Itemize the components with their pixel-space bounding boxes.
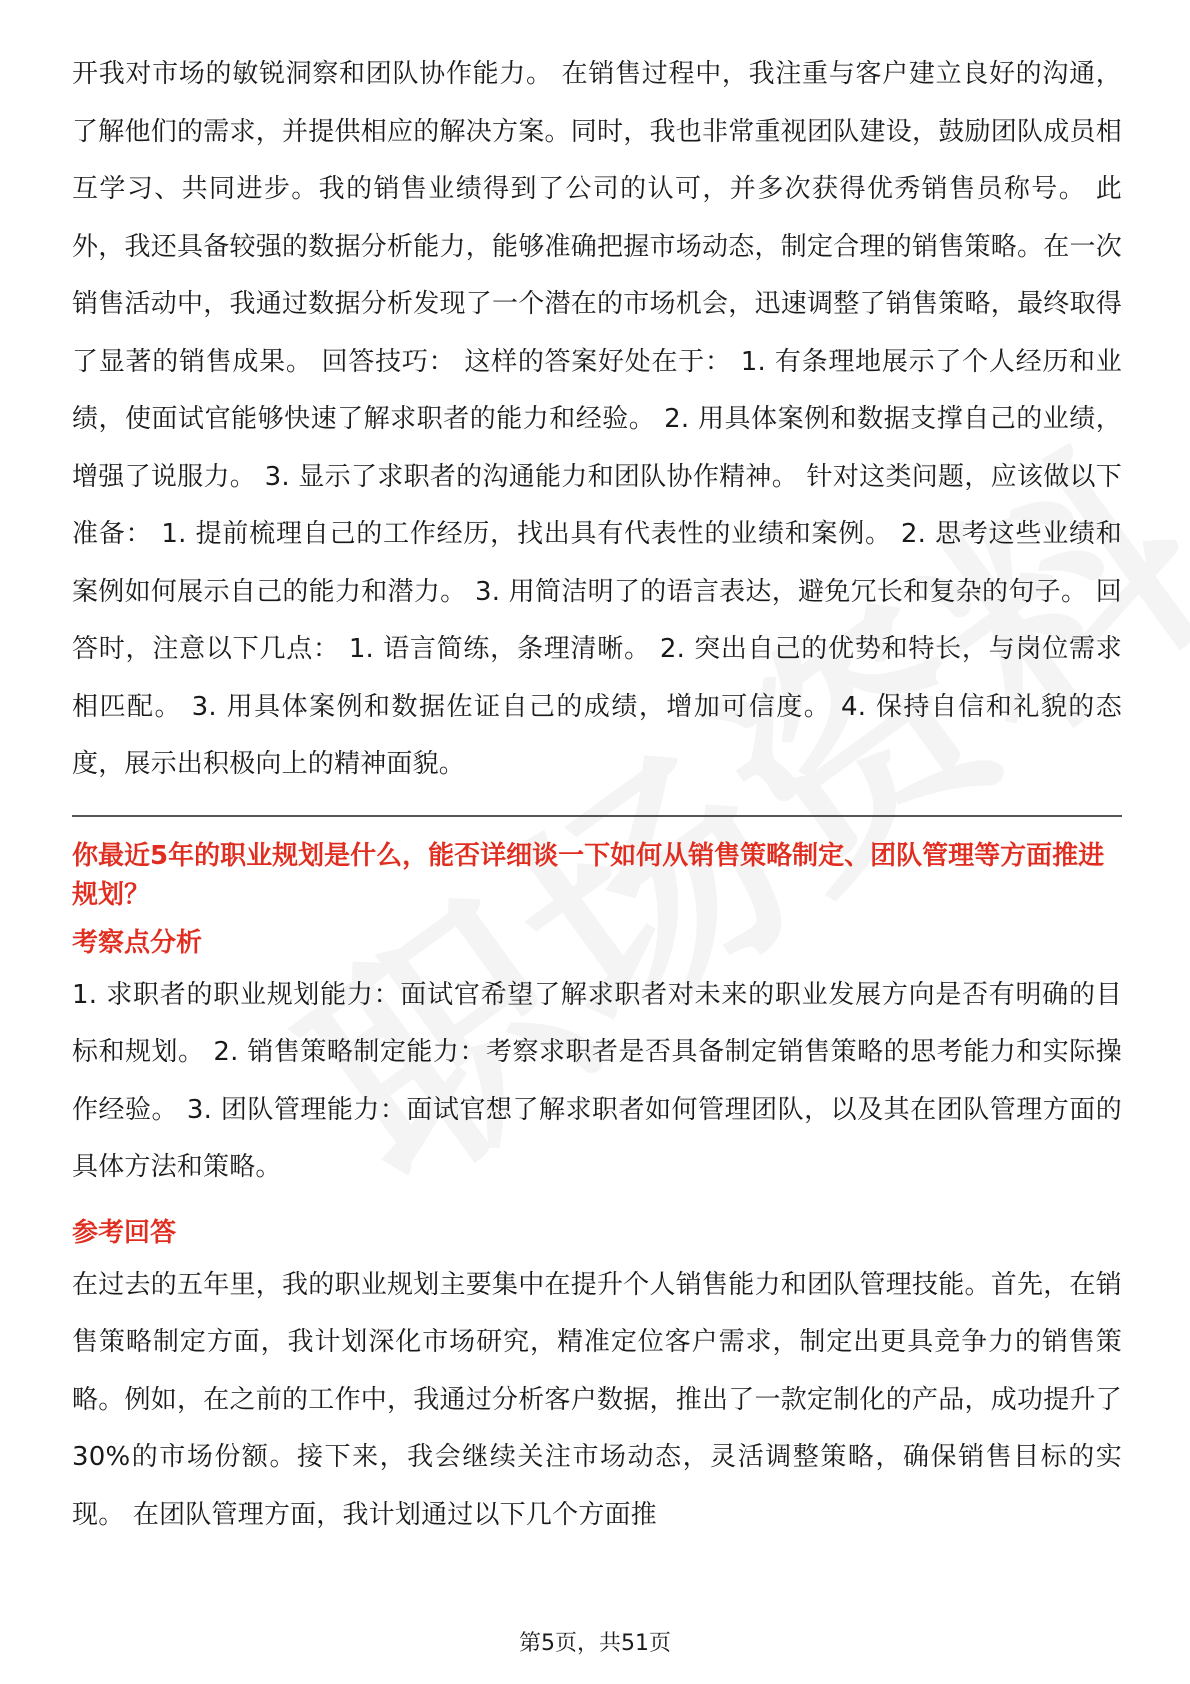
section-divider (72, 815, 1122, 817)
page-number-footer: 第5页，共51页 (519, 1631, 671, 1656)
reference-answer-paragraph: 在过去的五年里，我的职业规划主要集中在提升个人销售能力和团队管理技能。首先，在销售策略制定方面，我计划深化市场研究，精准定位客户需求，制定出更具竞争力的销售策略。例如，在之前的工作中，我通过分析客户数据，推出了一款定制化的产品，成功提升了30%的市场份额。接下来，我会继续关注市场动态，灵活调整策略，确保销售目标的实现。 在团队管理方面，我计划通过以下几个方面推 (72, 1269, 1122, 1530)
analysis-heading: 考察点分析 (72, 927, 203, 958)
answer-continuation-paragraph: 开我对市场的敏锐洞察和团队协作能力。 在销售过程中，我注重与客户建立良好的沟通，了解他们的需求，并提供相应的解决方案。同时，我也非常重视团队建设，鼓励团队成员相互学习、共同进步。我的销售业绩得到了公司的认可，并多次获得优秀销售员称号。 此外，我还具备较强的数据分析能力，能够准确把握市场动态，制定合理的销售策略。在一次销售活动中，我通过数据分析发现了一个潜在的市场机会，迅速调整了销售策略，最终取得了显著的销售成果。 回答技巧： 这样的答案好处在于： 1. 有条理地展示了个人经历和业绩，使面试官能够快速了解求职者的能力和经验。 2. 用具体案例和数据支撑自己的业绩，增强了说服力。 3. 显示了求职者的沟通能力和团队协作精神。 针对这类问题，应该做以下准备： 1. 提前梳理自己的工作经历，找出具有代表性的业绩和案例。 2. 思考这些业绩和案例如何展示自己的能力和潜力。 3. 用简洁明了的语言表达，避免冗长和复杂的句子。 回答时，注意以下几点： 1. 语言简练，条理清晰。 2. 突出自己的优势和特长，与岗位需求相匹配。 3. 用具体案例和数据佐证自己的成绩，增加可信度。 4. 保持自信和礼貌的态度，展示出积极向上的精神面貌。 (72, 59, 1123, 779)
document-page (72, 46, 1122, 1544)
interview-question: 你最近5年的职业规划是什么，能否详细谈一下如何从销售策略制定、团队管理等方面推进规划？ (72, 840, 1105, 910)
analysis-paragraph: 1. 求职者的职业规划能力：面试官希望了解求职者对未来的职业发展方向是否有明确的目标和规划。 2. 销售策略制定能力：考察求职者是否具备制定销售策略的思考能力和实际操作经验。 3. 团队管理能力：面试官想了解求职者如何管理团队，以及其在团队管理方面的具体方法和策略。 (72, 979, 1122, 1182)
reference-answer-heading: 参考回答 (72, 1217, 177, 1248)
